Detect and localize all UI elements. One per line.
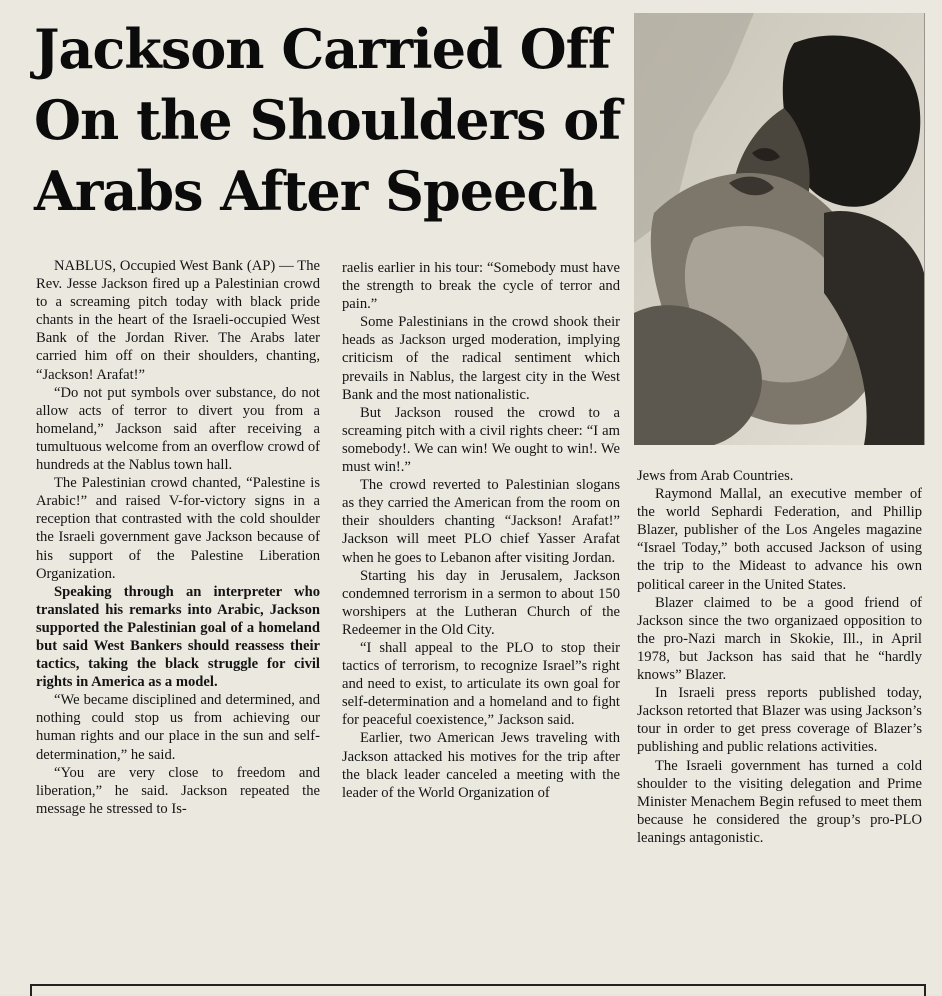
headline-line-2: On the Shoulders of — [34, 88, 621, 152]
paragraph-continued: Jews from Arab Countries. — [637, 468, 794, 484]
news-photo — [634, 13, 925, 445]
paragraph: “We became disciplined and determined, and nothing could stop us from achieving our human rights and our place in the sun and self-determination,” he said. — [36, 692, 320, 763]
headline-line-1: Jackson Carried Off — [34, 17, 611, 81]
paragraph: Some Palestinians in the crowd shook their heads as Jackson urged moderation, implying criticism of the radical sentiment which prevails in Nablus, the largest city in the West Bank and the most nationalistic. — [342, 314, 620, 403]
paragraph: “I shall appeal to the PLO to stop their tactics of terrorism, to recognize Israel”s right and need to exist, to articulate its own goal for self-determination and a homeland and to fight for peaceful coexistence,” Jackson said. — [342, 639, 620, 729]
headline — [34, 14, 624, 227]
paragraph-bold: Speaking through an interpreter who translated his remarks into Arabic, Jackson supported the Palestinian goal of a homeland but said West Bankers should reassess their tactics, taking the black struggle for civil rights in America as a model. — [36, 583, 320, 691]
headline-line-3: Arabs After Speech — [34, 159, 597, 223]
bottom-border-rule — [30, 984, 926, 996]
paragraph: In Israeli press reports published today, Jackson retorted that Blazer was using Jackson’s tour in order to get press coverage of Blazer’s publishing and public relations activities. — [637, 685, 922, 756]
paragraph-continued: raelis earlier in his tour: “Somebody must have the strength to break the cycle of terror and pain.” — [342, 260, 620, 313]
paragraph: The Palestinian crowd chanted, “Palestine is Arabic!” and raised V-for-victory signs in a reception that contrasted with the cold shoulder the Israeli government gave Jackson because of his support of the Palestine Liberation Organization. — [36, 475, 320, 582]
article-column-1 — [36, 257, 320, 818]
article-column-2 — [342, 259, 620, 802]
paragraph: Raymond Mallal, an executive member of the world Sephardi Federation, and Phillip Blazer, publisher of the Los Angeles magazine “Israel Today,” both accused Jackson of using the trip to the Mideast to advance his own political career in the United States. — [637, 486, 922, 593]
paragraph: The crowd reverted to Palestinian slogans as they carried the American from the room on their shoulders chanting “Jackson! Arafat!” Jackson will meet PLO chief Yasser Arafat when he goes to Lebanon after visiting Jordan. — [342, 477, 620, 566]
paragraph: The Israeli government has turned a cold shoulder to the visiting delegation and Prime Minister Menachem Begin refused to meet them because he considered the group’s pro-PLO leanings antagonistic. — [637, 757, 922, 846]
paragraph: “Do not put symbols over substance, do not allow acts of terror to divert you from a homeland,” Jackson said after receiving a tumultuous welcome from an overflow crowd of hundreds at the Nablus town hall. — [36, 384, 320, 474]
photo-jackson-embrace-image — [634, 13, 924, 445]
paragraph: But Jackson roused the crowd to a screaming pitch with a civil rights cheer: “I am somebody!. We can win! We ought to win!. We must win!.” — [342, 404, 620, 476]
paragraph: Blazer claimed to be a good friend of Jackson since the two organizaed opposition to the pro-Nazi march in Skokie, Ill., in April 1978, but Jackson has said that he “hardly knows” Blazer. — [637, 594, 922, 684]
paragraph: Starting his day in Jerusalem, Jackson condemned terrorism in a sermon to about 150 worshipers at the Lutheran Church of the Redeemer in the Old City. — [342, 567, 620, 638]
article-column-3 — [637, 467, 922, 847]
paragraph: Earlier, two American Jews traveling with Jackson attacked his motives for the trip after the black leader canceled a meeting with the leader of the World Organization of — [342, 730, 620, 801]
paragraph: NABLUS, Occupied West Bank (AP) — The Rev. Jesse Jackson fired up a Palestinian crowd to a screaming pitch today with black pride chants in the heart of the Israeli-occupied West Bank of the Jordan River. The Arabs later carried him off on their shoulders, chanting, “Jackson! Arafat!” — [36, 258, 320, 383]
paragraph: “You are very close to freedom and liberation,” he said. Jackson repeated the message he stressed to Is- — [36, 764, 320, 817]
